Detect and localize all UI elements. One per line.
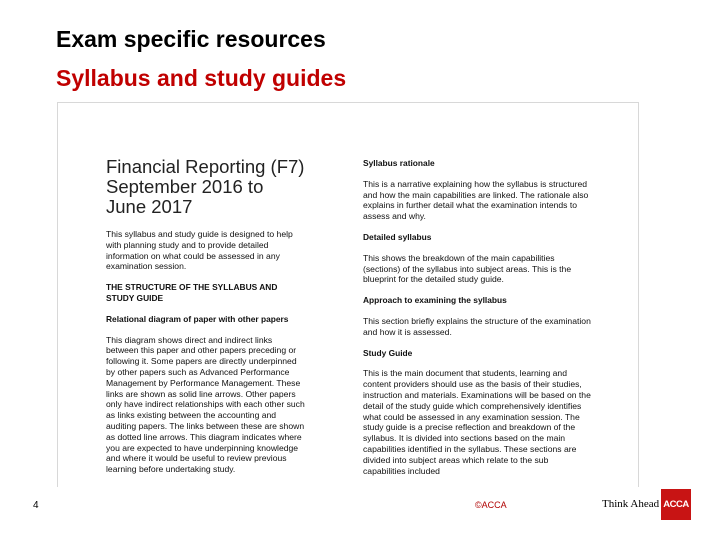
section-heading: Syllabus rationale	[363, 158, 435, 168]
document-title: Financial Reporting (F7) September 2016 to June 2017	[106, 156, 305, 217]
left-column-content	[106, 229, 306, 475]
paragraph: This section briefly explains the structure of the examination and how it is assessed.	[363, 315, 591, 337]
paragraph: This diagram shows direct and indirect links between this paper and other papers preceding or following it. Some papers are directly underpinned by other papers such as Advanced Performance Management by Performance Management. These links are shown as solid line arrows. Other papers only have indirect relationships with each other such as links existing between the accounting and auditing papers. The links between these are shown as dotted line arrows. This diagram indicates where you are expected to have underpinning knowledge and where it would be useful to review previous learning before undertaking study.	[106, 334, 305, 475]
slide-title: Exam specific resources	[56, 26, 326, 52]
copyright: ©ACCA	[475, 500, 507, 510]
section-heading: Approach to examining the syllabus	[363, 295, 507, 306]
acca-logo: ACCA	[661, 489, 691, 520]
section-heading: THE STRUCTURE OF THE SYLLABUS AND STUDY GUIDE	[106, 282, 278, 303]
slide-subtitle: Syllabus and study guides	[56, 65, 347, 91]
document-right-column	[363, 158, 591, 486]
section-heading: Relational diagram of paper with other papers	[106, 313, 289, 324]
paragraph: This is a narrative explaining how the syllabus is structured and how the main capabilities are linked. The rationale also explains in further detail what the examination intends to assess and why.	[363, 178, 589, 222]
section-heading: Detailed syllabus	[363, 231, 432, 242]
right-column-content	[363, 158, 591, 476]
paragraph: This syllabus and study guide is designed to help with planning study and to provide detailed information on what could be assessed in any examination session.	[106, 229, 293, 272]
page-number: 4	[33, 500, 39, 511]
paragraph: This is the main document that students, learning and content providers should use as the basis of their studies, instruction and materials. Examinations will be based on the detail of the study guide which comprehensively identifies what could be assessed in any examination session. The study guide is a precise reflection and breakdown of the syllabus. It is divided into sections based on the main capabilities identified in the syllabus. These sections are divided into subject areas which relate to the sub capabilities included	[363, 368, 591, 476]
document-left-column	[106, 157, 306, 485]
syllabus-document-image	[57, 102, 639, 487]
tagline: Think Ahead	[602, 498, 660, 510]
paragraph: This shows the breakdown of the main capabilities (sections) of the syllabus into subject areas. This is the blueprint for the detailed study guide.	[363, 252, 572, 285]
section-heading: Study Guide	[363, 347, 413, 358]
